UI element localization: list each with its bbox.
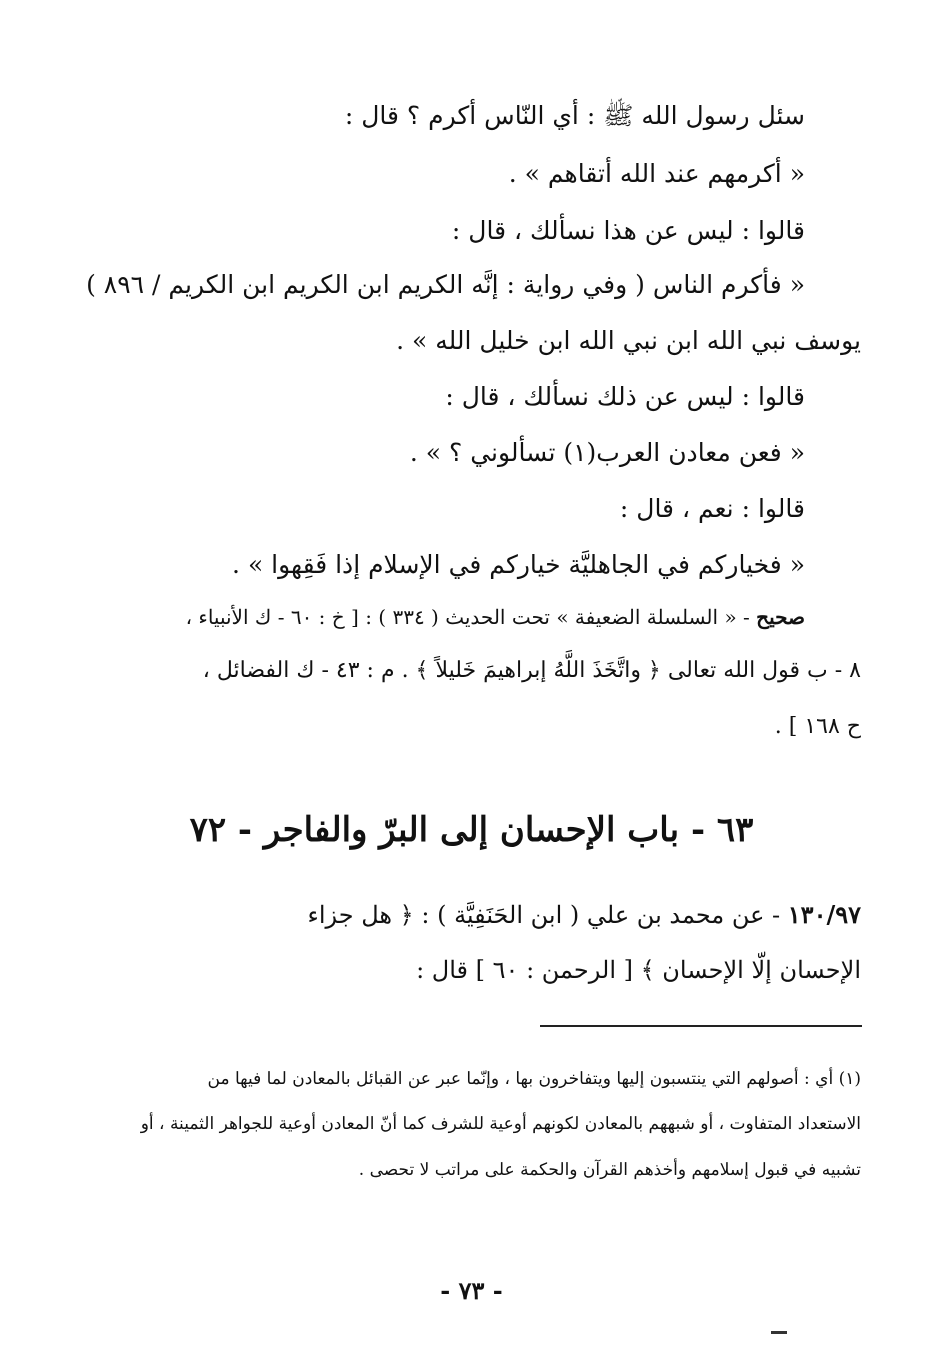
hadith-text: - عن محمد بن علي ( ابن الحَنَفِيَّة ) : ﴿ هل جزاء [307, 901, 788, 929]
footnote-line: تشبيه في قبول إسلامهم وأخذهم القرآن والحكمة على مراتب لا تحصى . [358, 1160, 861, 1180]
body-line: قالوا : ليس عن هذا نسألك ، قال : [451, 216, 805, 245]
grading-label: صحيح [756, 605, 805, 629]
body-line: « فأكرم الناس ( وفي رواية : إنَّه الكريم ابن الكريم ابن الكريم / ٨٩٦ ) [86, 270, 805, 299]
body-line: سئل رسول الله ﷺ : أي النّاس أكرم ؟ قال : [344, 101, 805, 130]
hadith-line [308, 898, 861, 932]
footnote-separator [540, 1025, 862, 1027]
footnote-line: الاستعداد المتفاوت ، أو شبههم بالمعادن لكونهم أوعية للشرف كما أنّ المعادن أوعية للجواهر الثمينة ، أو [140, 1114, 861, 1134]
hadith-number: ١٣٠/٩٧ [787, 900, 861, 929]
reference-line: ح ١٦٨ ] . [774, 714, 861, 739]
body-line: يوسف نبي الله ابن نبي الله ابن خليل الله » . [396, 326, 861, 355]
hadith-line: الإحسان إلّا الإحسان ﴾ [ الرحمن : ٦٠ ] قال : [416, 956, 861, 984]
body-line: قالوا : نعم ، قال : [619, 494, 805, 523]
chapter-title: ٦٣ - باب الإحسان إلى البرّ والفاجر - ٧٢ [189, 810, 754, 850]
body-line: « أكرمهم عند الله أتقاهم » . [508, 159, 805, 188]
body-line: « فعن معادن العرب(١) تسألوني ؟ » . [409, 438, 805, 467]
body-line: « فخياركم في الجاهليَّة خياركم في الإسلام إذا فَقِهوا » . [232, 550, 805, 579]
reference-line: ٨ - ب قول الله تعالى ﴿ واتَّخَذَ اللَّهُ إبراهيمَ خَليلاً ﴾ . م : ٤٣ - ك الفضائل ، [202, 658, 861, 683]
footnote-line: (١) أي : أصولهم التي ينتسبون إليها ويتفاخرون بها ، وإنّما عبر عن القبائل بالمعادن لما فيها من [207, 1069, 861, 1089]
grading-line [186, 600, 805, 634]
grading-text: - « السلسلة الضعيفة » تحت الحديث ( ٣٣٤ ) : [ خ : ٦٠ - ك الأنبياء ، [185, 605, 757, 629]
scan-mark [771, 1331, 787, 1334]
body-line: قالوا : ليس عن ذلك نسألك ، قال : [445, 382, 805, 411]
page-number: - ٧٣ - [440, 1276, 503, 1305]
